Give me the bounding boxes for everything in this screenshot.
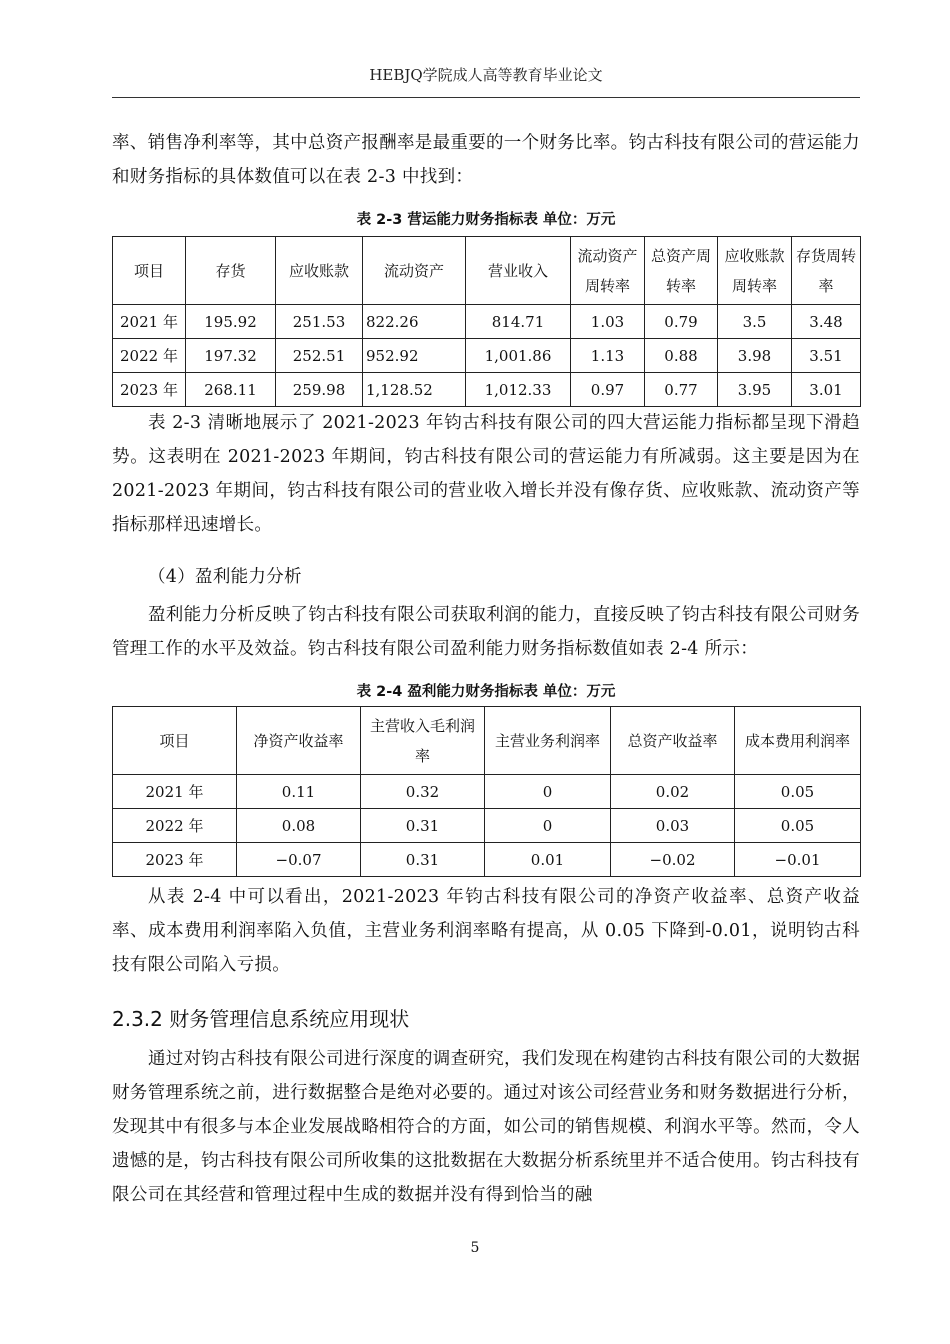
table-cell: 0.03	[611, 809, 735, 843]
table-cell: 0.77	[645, 373, 718, 407]
table-row	[113, 775, 861, 809]
table-cell: 0.79	[645, 305, 718, 339]
table-cell: −0.02	[611, 843, 735, 877]
table-header-row	[113, 707, 861, 775]
table-cell: 0.31	[361, 809, 485, 843]
paragraph-system-status: 通过对钧古科技有限公司进行深度的调查研究，我们发现在构建钧古科技有限公司的大数据财务管理系统之前，进行数据整合是绝对必要的。通过对该公司经营业务和财务数据进行分析，发现其中有很多与本企业发展战略相符合的方面，如公司的销售规模、利润水平等。然而，令人遗憾的是，钧古科技有限公司所收集的这批数据在大数据分析系统里并不适合使用。钧古科技有限公司在其经营和管理过程中生成的数据并没有得到恰当的融	[112, 1049, 860, 1205]
table-cell: 251.53	[276, 305, 363, 339]
table-cell: 2022 年	[113, 339, 186, 373]
header-cell: 营业收入	[466, 237, 571, 305]
table-cell: 252.51	[276, 339, 363, 373]
header-cell: 流动资产周转率	[571, 237, 645, 305]
subheading-profitability: （4）盈利能力分析	[148, 567, 302, 587]
table-cell: 1,012.33	[466, 373, 571, 407]
table-cell: 259.98	[276, 373, 363, 407]
table-cell: 0.88	[645, 339, 718, 373]
table-header-row	[113, 237, 861, 305]
header-cell: 项目	[113, 237, 186, 305]
header-rule	[112, 97, 860, 98]
table-cell: 0	[485, 775, 611, 809]
page-number: 5	[470, 1240, 480, 1256]
table-cell: 0	[485, 809, 611, 843]
table-row	[113, 843, 861, 877]
table-cell: 1.03	[571, 305, 645, 339]
table-cell: 0.05	[735, 775, 861, 809]
table-cell: 195.92	[186, 305, 276, 339]
table-row	[113, 373, 861, 407]
table-cell: 1,001.86	[466, 339, 571, 373]
table-cell: 2021 年	[113, 305, 186, 339]
table-cell: 0.02	[611, 775, 735, 809]
header-cell: 净资产收益率	[237, 707, 361, 775]
table-cell: −0.01	[735, 843, 861, 877]
paragraph-profitability-intro: 盈利能力分析反映了钧古科技有限公司获取利润的能力，直接反映了钧古科技有限公司财务管理工作的水平及效益。钧古科技有限公司盈利能力财务指标数值如表 2-4 所示：	[112, 605, 860, 659]
table-cell: 3.5	[718, 305, 792, 339]
table-cell: 0.97	[571, 373, 645, 407]
table-cell: 197.32	[186, 339, 276, 373]
table-cell: 0.01	[485, 843, 611, 877]
header-cell: 流动资产	[363, 237, 466, 305]
section-title: 2.3.2 财务管理信息系统应用现状	[112, 1007, 410, 1031]
table-cell: 3.51	[792, 339, 861, 373]
table-2-4-caption: 表 2-4 盈利能力财务指标表 单位：万元	[356, 684, 616, 700]
header-cell: 成本费用利润率	[735, 707, 861, 775]
header-cell: 应收账款	[276, 237, 363, 305]
table-cell: 268.11	[186, 373, 276, 407]
table-cell: 2023 年	[113, 843, 237, 877]
header-cell: 主营业务利润率	[485, 707, 611, 775]
table-cell: 814.71	[466, 305, 571, 339]
table-cell: 3.98	[718, 339, 792, 373]
table-2-3-caption: 表 2-3 营运能力财务指标表 单位：万元	[356, 212, 616, 228]
table-2-3	[112, 236, 861, 407]
running-header: HEBJQ学院成人高等教育毕业论文	[369, 66, 603, 84]
header-cell: 总资产周转率	[645, 237, 718, 305]
paragraph-table-2-4-analysis: 从表 2-4 中可以看出，2021-2023 年钧古科技有限公司的净资产收益率、总资产收益率、成本费用利润率陷入负值，主营业务利润率略有提高，从 0.05 下降到-0.01，说明钧古科技有限公司陷入亏损。	[112, 887, 860, 975]
table-2-4	[112, 706, 861, 877]
table-cell: 3.01	[792, 373, 861, 407]
table-cell: 3.95	[718, 373, 792, 407]
table-row	[113, 305, 861, 339]
header-cell: 项目	[113, 707, 237, 775]
table-cell: 0.32	[361, 775, 485, 809]
table-cell: 822.26	[363, 305, 466, 339]
table-cell: 2023 年	[113, 373, 186, 407]
paragraph-intro: 率、销售净利率等，其中总资产报酬率是最重要的一个财务比率。钧古科技有限公司的营运能力和财务指标的具体数值可以在表 2-3 中找到：	[112, 133, 860, 187]
header-cell: 主营收入毛利润率	[361, 707, 485, 775]
table-row	[113, 339, 861, 373]
header-cell: 总资产收益率	[611, 707, 735, 775]
table-cell: 0.11	[237, 775, 361, 809]
table-cell: 0.05	[735, 809, 861, 843]
table-cell: −0.07	[237, 843, 361, 877]
table-cell: 0.08	[237, 809, 361, 843]
table-cell: 2021 年	[113, 775, 237, 809]
table-cell: 2022 年	[113, 809, 237, 843]
table-cell: 0.31	[361, 843, 485, 877]
paragraph-table-2-3-analysis: 表 2-3 清晰地展示了 2021-2023 年钧古科技有限公司的四大营运能力指标都呈现下滑趋势。这表明在 2021-2023 年期间，钧古科技有限公司的营运能力有所减弱。这主要是因为在 2021-2023 年期间，钧古科技有限公司的营业收入增长并没有像存货、应收账款、流动资产等指标那样迅速增长。	[112, 413, 860, 535]
header-cell: 存货周转率	[792, 237, 861, 305]
table-cell: 1,128.52	[363, 373, 466, 407]
table-cell: 952.92	[363, 339, 466, 373]
header-cell: 应收账款周转率	[718, 237, 792, 305]
table-cell: 3.48	[792, 305, 861, 339]
table-cell: 1.13	[571, 339, 645, 373]
header-cell: 存货	[186, 237, 276, 305]
table-row	[113, 809, 861, 843]
